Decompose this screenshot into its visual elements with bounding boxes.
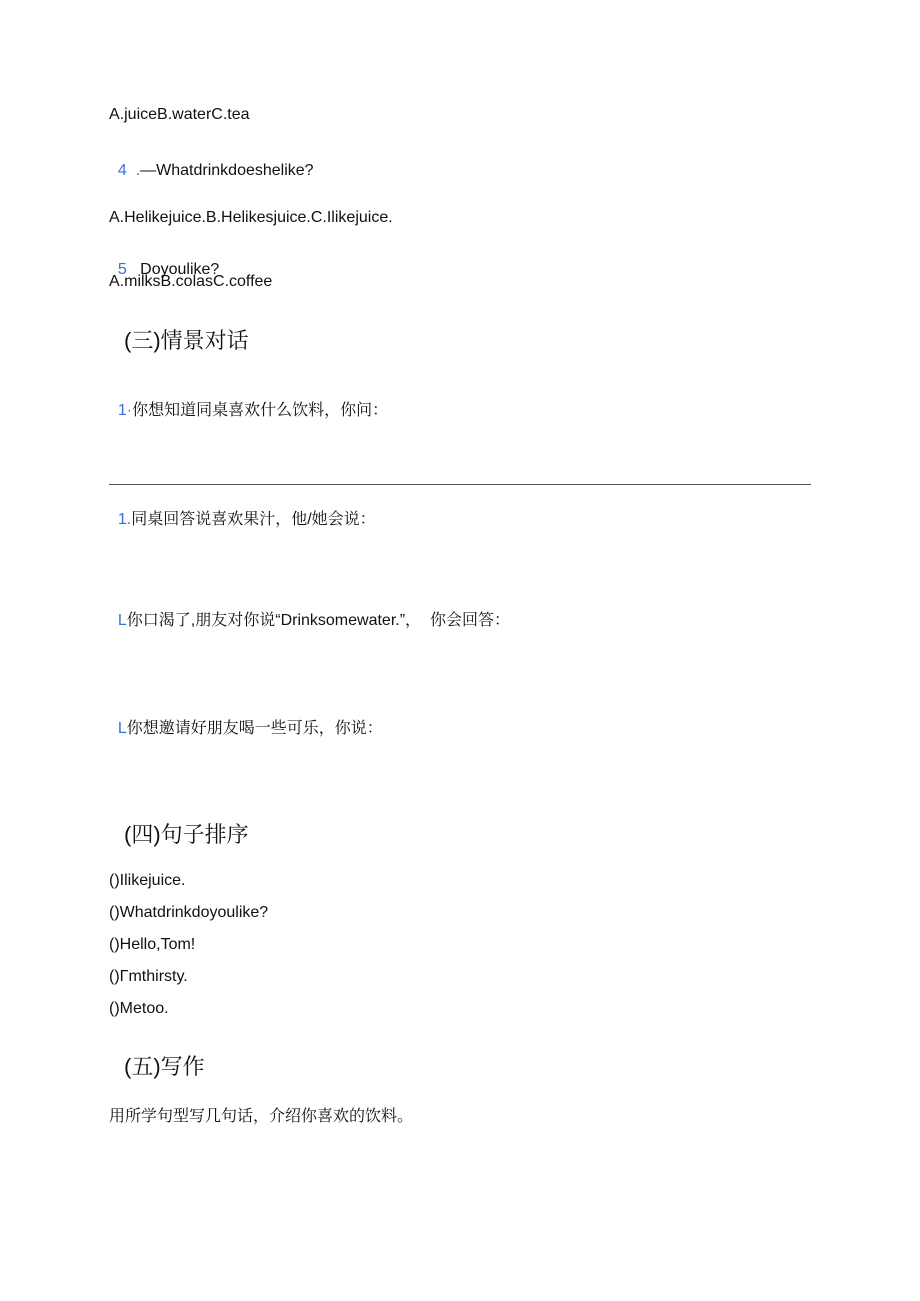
sentence-4: ()Γmthirsty.	[109, 968, 188, 985]
dialogue-item-1-text: 你想知道同桌喜欢什么饮料，你问：	[132, 402, 389, 419]
question-4-text: —Whatdrinkdoeshelike?	[140, 162, 314, 179]
dialogue-item-3-text: 你口渴了,朋友对你说“Drinksomewater.”， 你会回答：	[126, 612, 510, 629]
dialogue-item-1	[109, 381, 388, 421]
question-4-separator: .	[126, 162, 141, 179]
section-4-title: (四)句子排序	[124, 822, 249, 847]
dialogue-item-2-number: 1.	[117, 511, 132, 528]
dialogue-item-2	[109, 490, 376, 530]
question-5-number: 5	[117, 261, 127, 278]
writing-prompt: 用所学句型写几句话，介绍你喜欢的饮料。	[109, 1108, 414, 1125]
sentence-2: ()Whatdrinkdoyoulike?	[109, 904, 269, 921]
question-3-options: A.juiceB.waterC.tea	[109, 106, 250, 123]
question-5-text: Doyoulike?	[140, 261, 220, 278]
question-4-number: 4	[117, 162, 127, 179]
answer-line	[109, 484, 811, 485]
sentence-3: ()Hello,Tom!	[109, 936, 196, 953]
dialogue-item-4-text: 你想邀请好朋友喝一些可乐，你说：	[126, 720, 383, 737]
section-3-title: (三)情景对话	[124, 328, 249, 353]
dialogue-item-3	[109, 591, 510, 631]
question-4-options: A.Helikejuice.B.Helikesjuice.C.Ilikejuice.	[109, 209, 393, 226]
dialogue-item-2-text: 同桌回答说喜欢果汁，他/她会说：	[131, 511, 376, 528]
dialogue-item-1-number: 1·	[117, 402, 133, 419]
sentence-1: ()Ilikejuice.	[109, 872, 186, 889]
dialogue-item-4-number: L	[117, 720, 127, 737]
question-5-options: A.milksB.colasC.coffee	[109, 273, 273, 290]
dialogue-item-4	[109, 699, 383, 739]
section-5-title: (五)写作	[124, 1054, 205, 1079]
question-4	[109, 141, 314, 181]
dialogue-item-3-number: L	[117, 612, 127, 629]
sentence-5: ()Metoo.	[109, 1000, 169, 1017]
